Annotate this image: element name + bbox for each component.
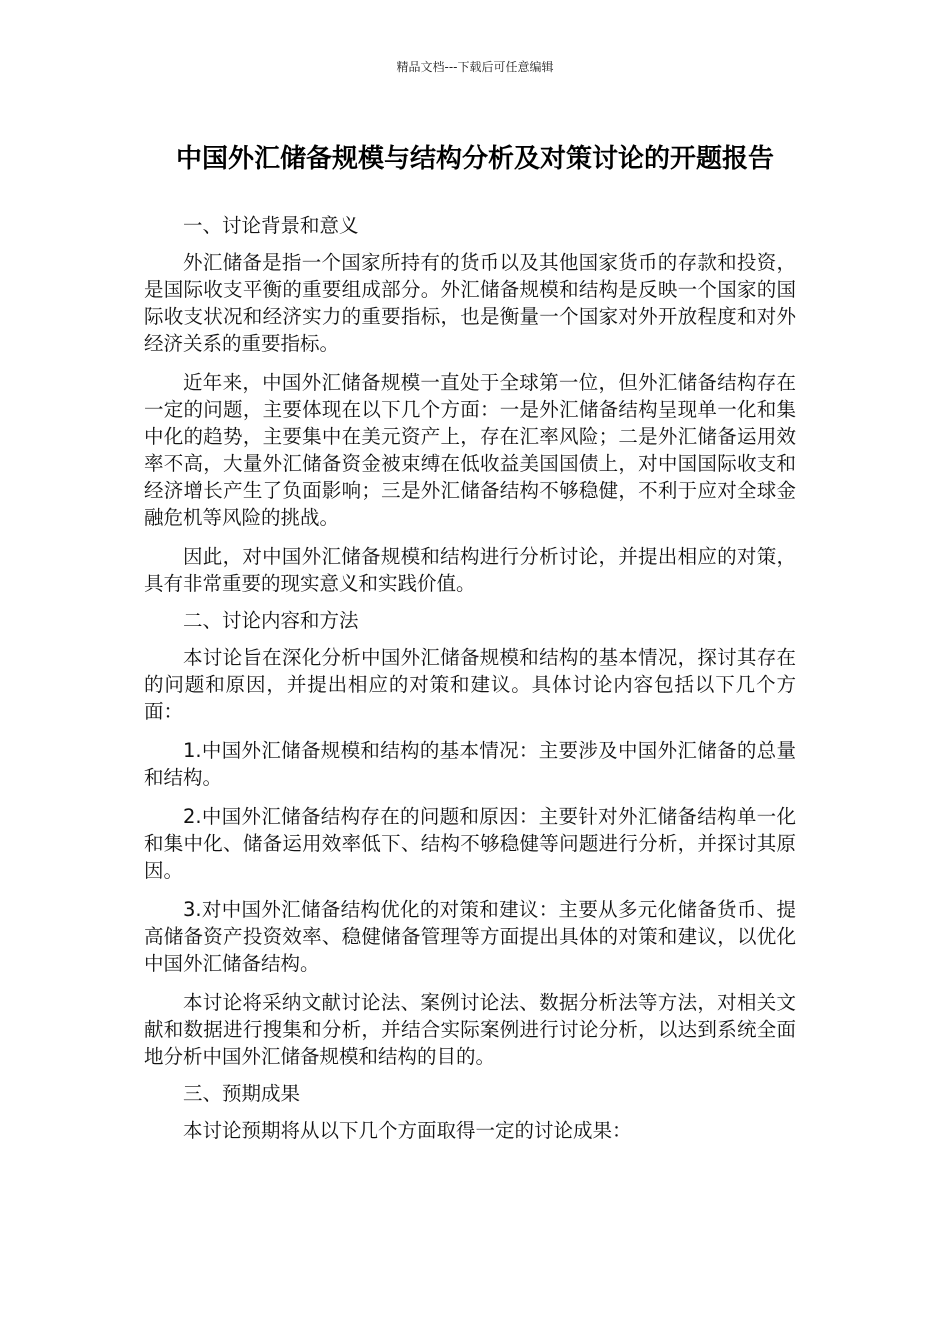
paragraph-expected-results: 本讨论预期将从以下几个方面取得一定的讨论成果： [183,1119,632,1142]
paragraph-definition: 外汇储备是指一个国家所持有的货币以及其他国家货币的存款和投资，是国际收支平衡的重要组成部分。外汇储备规模和结构是反映一个国家的国际收支状况和经济实力的重要指标，也是衡量一个国家对外开放程度和对外经济关系的重要指标。 [144,251,796,355]
section-heading-expected-results: 三、预期成果 [183,1082,301,1105]
list-item-basic-situation: 1.中国外汇储备规模和结构的基本情况：主要涉及中国外汇储备的总量和结构。 [144,739,796,789]
list-item-problems-causes: 2.中国外汇储备结构存在的问题和原因：主要针对外汇储备结构单一化和集中化、储备运用效率低下、结构不够稳健等问题进行分析，并探讨其原因。 [144,805,796,882]
list-item-countermeasures: 3.对中国外汇储备结构优化的对策和建议：主要从多元化储备货币、提高储备资产投资效率、稳健储备管理等方面提出具体的对策和建议，以优化中国外汇储备结构。 [144,898,796,975]
paragraph-methods: 本讨论将采纳文献讨论法、案例讨论法、数据分析法等方法，对相关文献和数据进行搜集和分析，并结合实际案例进行讨论分析，以达到系统全面地分析中国外汇储备规模和结构的目的。 [144,991,796,1068]
section-heading-background: 一、讨论背景和意义 [183,214,359,237]
document-body [144,212,796,1144]
section-heading-content-methods: 二、讨论内容和方法 [183,609,359,632]
header-note: 精品文档---下载后可任意编辑 [396,60,554,74]
paragraph-research-aim: 本讨论旨在深化分析中国外汇储备规模和结构的基本情况，探讨其存在的问题和原因，并提出相应的对策和建议。具体讨论内容包括以下几个方面： [144,646,796,723]
paragraph-significance: 因此，对中国外汇储备规模和结构进行分析讨论，并提出相应的对策，具有非常重要的现实意义和实践价值。 [144,545,796,595]
document-title: 中国外汇储备规模与结构分析及对策讨论的开题报告 [175,144,774,174]
paragraph-problems: 近年来，中国外汇储备规模一直处于全球第一位，但外汇储备结构存在一定的问题，主要体现在以下几个方面：一是外汇储备结构呈现单一化和集中化的趋势，主要集中在美元资产上，存在汇率风险；二是外汇储备运用效率不高，大量外汇储备资金被束缚在低收益美国国债上，对中国国际收支和经济增长产生了负面影响；三是外汇储备结构不够稳健，不利于应对全球金融危机等风险的挑战。 [144,371,796,529]
